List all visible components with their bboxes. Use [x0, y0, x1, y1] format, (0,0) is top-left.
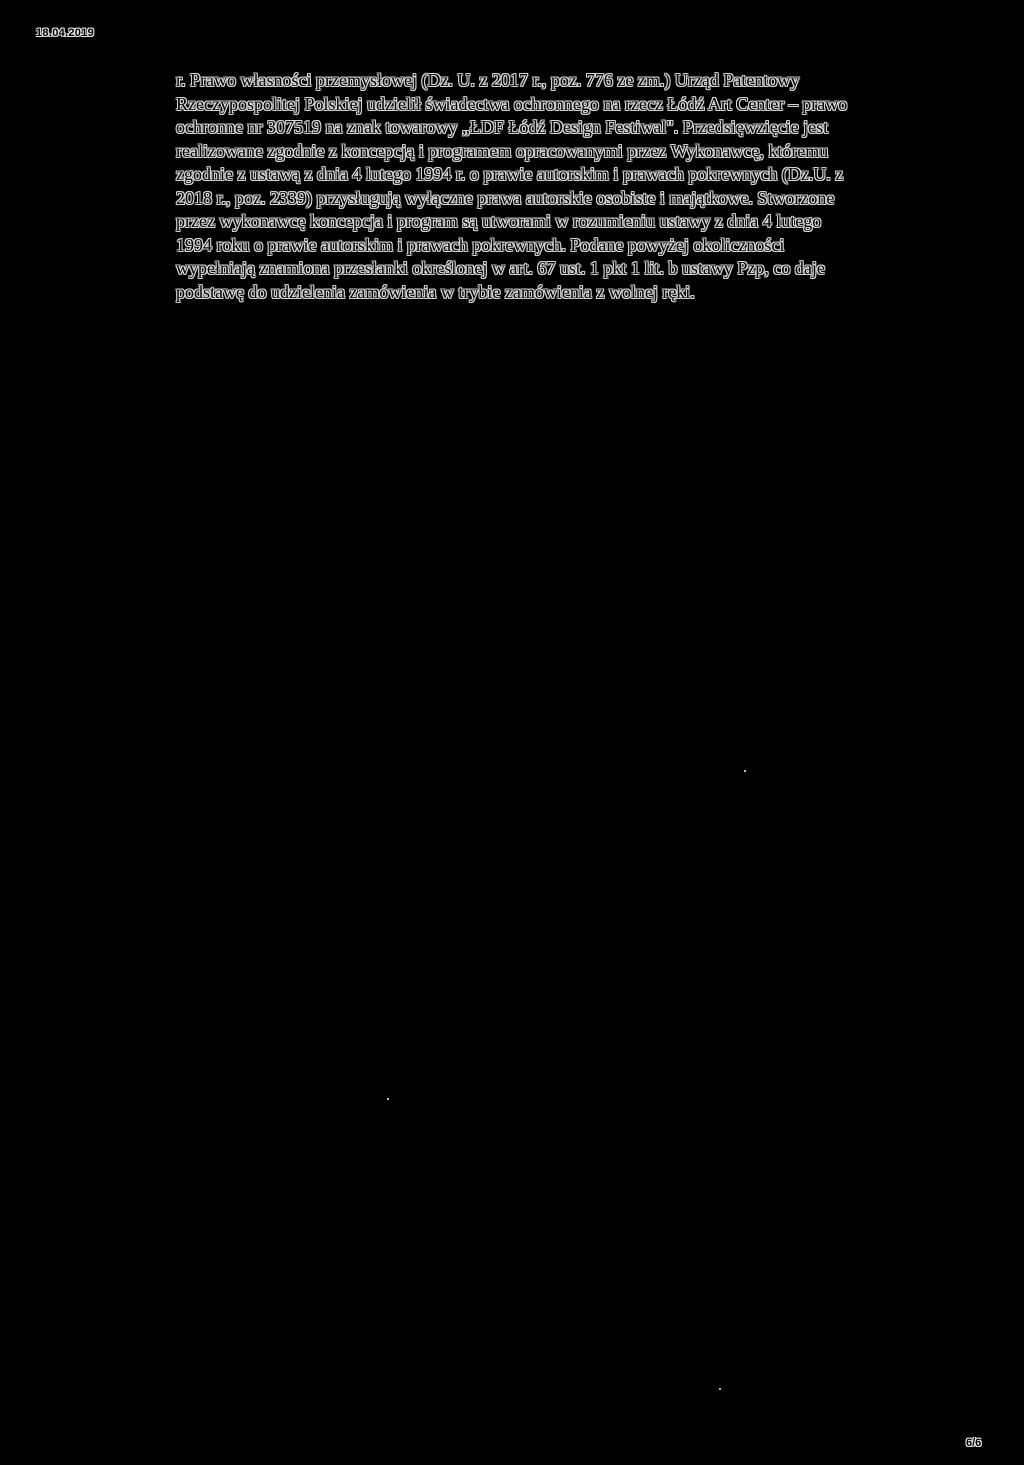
paragraph-line: r. Prawo własności przemysłowej (Dz. U. z 2017 r., poz. 776 ze zm.) Urząd Patentowy [176, 70, 800, 90]
body-paragraph [176, 69, 936, 304]
paragraph-line: przez wykonawcę koncepcja i program są utworami w rozumieniu ustawy z dnia 4 lutego [176, 211, 822, 231]
paragraph-line: 1994 roku o prawie autorskim i prawach pokrewnych. Podane powyżej okoliczności [176, 234, 785, 255]
paragraph-line: ochronne nr 307519 na znak towarowy „ŁDF Łódź Design Festiwal". Przedsięwzięcie jest [176, 117, 829, 137]
paragraph-line: zgodnie z ustawą z dnia 4 lutego 1994 r. o prawie autorskim i prawach pokrewnych (Dz.U. z [176, 164, 844, 184]
paragraph-line: Rzeczypospolitej Polskiej udzielił świadectwa ochronnego na rzecz Łódź Art Center – prawo [176, 93, 848, 114]
paragraph-line: wypełniają znamiona przesłanki określonej w art. 67 ust. 1 pkt 1 lit. b ustawy Pzp, co daje [176, 258, 825, 278]
scan-speck [387, 1098, 389, 1100]
paragraph-line: 2018 r., poz. 2339) przysługują wyłączne prawa autorskie osobiste i majątkowe. Stworzone [176, 187, 835, 208]
page-number: 6/6 [966, 1437, 982, 1449]
paragraph-line: podstawę do udzielenia zamówienia w trybie zamówienia z wolnej ręki. [176, 281, 695, 302]
paragraph-line: realizowane zgodnie z koncepcją i programem opracowanymi przez Wykonawcę, któremu [176, 140, 829, 161]
page-date: 18.04.2019 [36, 27, 95, 39]
scan-speck [744, 770, 746, 772]
scan-speck [719, 1388, 721, 1390]
